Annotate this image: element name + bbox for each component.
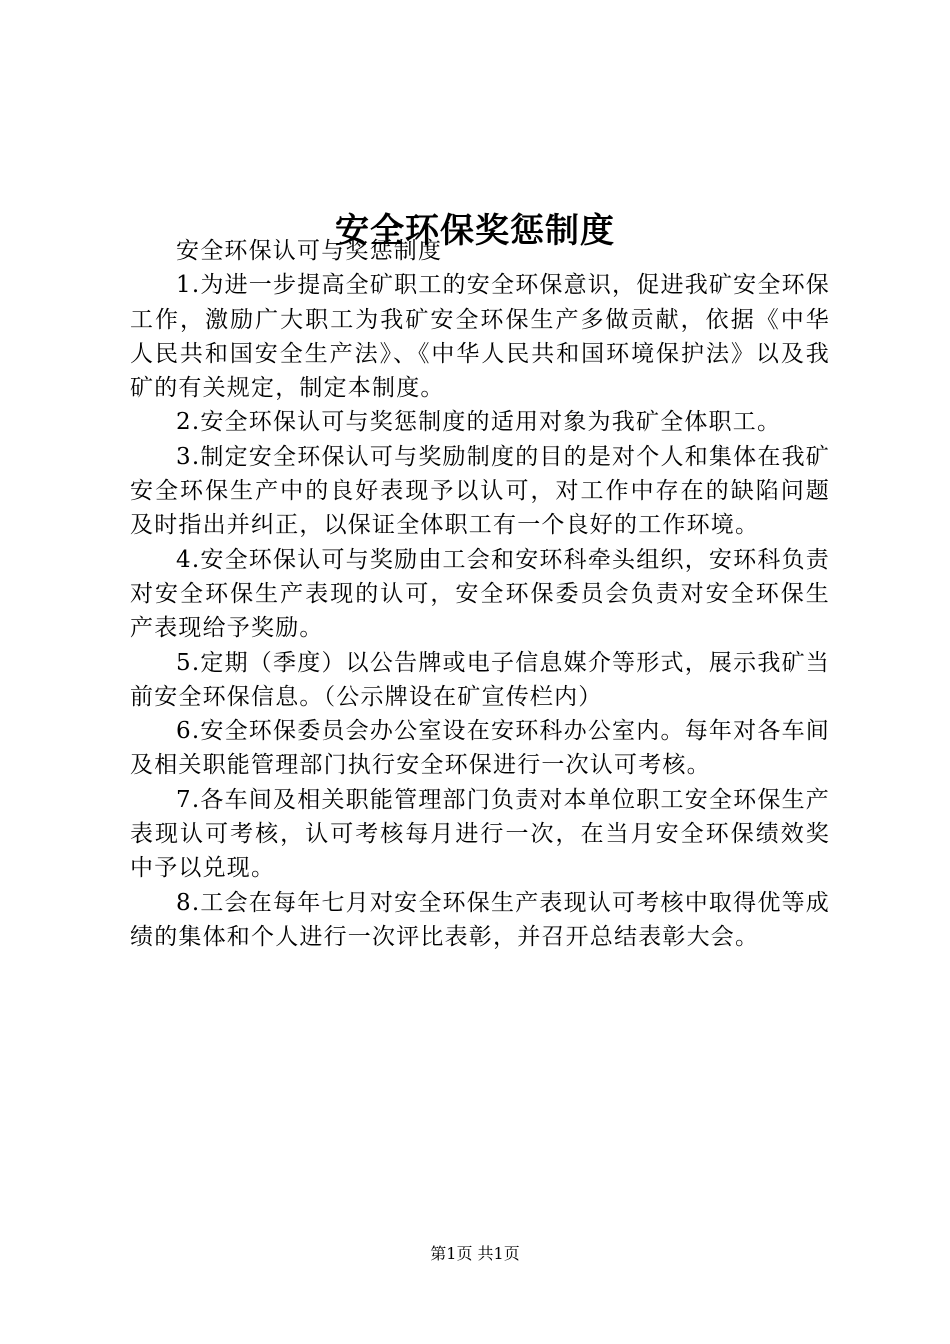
paragraph-8: 8.工会在每年七月对安全环保生产表现认可考核中取得优等成绩的集体和个人进行一次评比表彰，并召开总结表彰大会。 [130, 889, 830, 950]
paragraph-subtitle: 安全环保认可与奖惩制度 [176, 238, 443, 264]
document-body [130, 234, 830, 954]
page-title: 安全环保奖惩制度 [335, 210, 615, 251]
page-footer: 第1页 共1页 [430, 1244, 520, 1263]
paragraph-3: 3.制定安全环保认可与奖励制度的目的是对个人和集体在我矿安全环保生产中的良好表现予以认可，对工作中存在的缺陷问题及时指出并纠正，以保证全体职工有一个良好的工作环境。 [130, 443, 830, 539]
paragraph-2: 2.安全环保认可与奖惩制度的适用对象为我矿全体职工。 [176, 409, 782, 436]
paragraph-5: 5.定期（季度）以公告牌或电子信息媒介等形式，展示我矿当前安全环保信息。（公示牌设在矿宣传栏内） [130, 649, 830, 710]
paragraph-6: 6.安全环保委员会办公室设在安环科办公室内。每年对各车间及相关职能管理部门执行安全环保进行一次认可考核。 [130, 718, 830, 779]
paragraph-7: 7.各车间及相关职能管理部门负责对本单位职工安全环保生产表现认可考核，认可考核每月进行一次，在当月安全环保绩效奖中予以兑现。 [130, 786, 830, 882]
paragraph-4: 4.安全环保认可与奖励由工会和安环科牵头组织，安环科负责对安全环保生产表现的认可，安全环保委员会负责对安全环保生产表现给予奖励。 [130, 546, 830, 642]
paragraph-1: 1.为进一步提高全矿职工的安全环保意识，促进我矿安全环保工作，激励广大职工为我矿安全环保生产多做贡献，依据《中华人民共和国安全生产法》、《中华人民共和国环境保护法》以及我矿的有关规定，制定本制度。 [130, 272, 830, 402]
